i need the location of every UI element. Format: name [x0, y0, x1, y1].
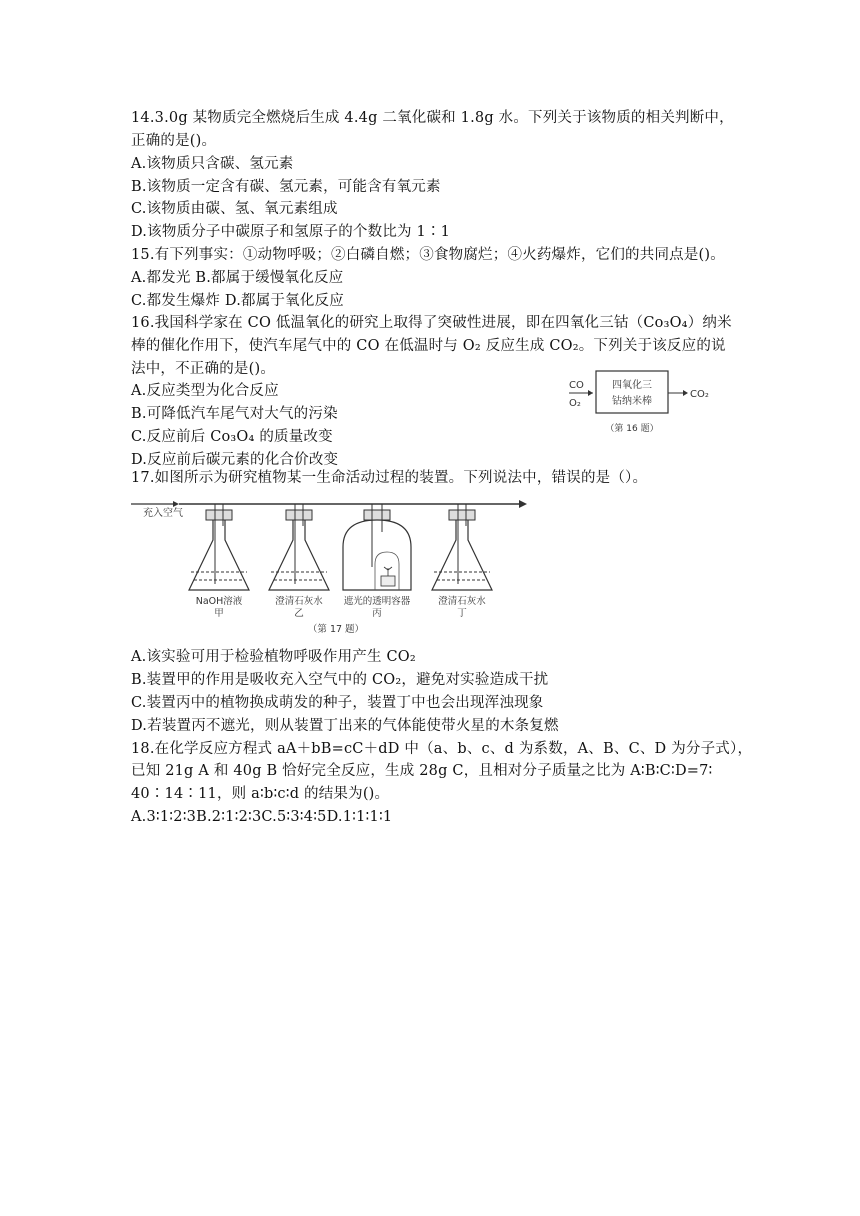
fig17-flask1-label: NaOH溶液: [195, 596, 243, 607]
q16-stem-line1: 16.我国科学家在 CO 低温氧化的研究上取得了突破性进展，即在四氧化三钴（Co₃O₄）纳米: [131, 315, 732, 331]
q18-stem-line2: 已知 21g A 和 40g B 恰好完全反应，生成 28g C，且相对分子质量之比为 A∶B∶C∶D=7∶: [131, 763, 713, 779]
fig17-bell-name: 丙: [372, 608, 382, 619]
q18-options: A.3∶1∶2∶3B.2∶1∶2∶3C.5∶3∶4∶5D.1∶1∶1∶1: [131, 809, 393, 825]
fig16-caption: （第 16 题）: [605, 424, 659, 434]
q16-option-a: A.反应类型为化合反应: [131, 383, 279, 399]
fig16-input-o2: O₂: [569, 398, 581, 409]
q15-options-ab: A.都发光 B.都属于缓慢氧化反应: [131, 270, 344, 286]
fig17-flask4-label: 澄清石灰水: [438, 596, 486, 607]
fig16-input-co: CO: [569, 380, 584, 391]
q17-option-c: C.装置丙中的植物换成萌发的种子，装置丁中也会出现浑浊现象: [131, 695, 544, 711]
q16-option-b: B.可降低汽车尾气对大气的污染: [131, 406, 338, 422]
q16-figure: [565, 368, 725, 436]
q15-options-cd: C.都发生爆炸 D.都属于氧化反应: [131, 293, 344, 309]
q17-option-d: D.若装置丙不遮光，则从装置丁出来的气体能使带火星的木条复燃: [131, 718, 559, 734]
q14-option-a: A.该物质只含碳、氢元素: [131, 156, 294, 172]
q17-option-b: B.装置甲的作用是吸收充入空气中的 CO₂，避免对实验造成干扰: [131, 672, 549, 688]
q18-stem-line3: 40∶14∶11，则 a∶b∶c∶d 的结果为()。: [131, 786, 390, 802]
q16-stem-line3: 法中，不正确的是()。: [131, 361, 276, 377]
q14-option-c: C.该物质由碳、氢、氧元素组成: [131, 201, 338, 217]
fig17-flask-jia: [189, 504, 249, 590]
q17-option-a: A.该实验可用于检验植物呼吸作用产生 CO₂: [131, 649, 416, 665]
fig17-caption: （第 17 题）: [307, 624, 365, 635]
fig17-air-label: 充入空气: [143, 508, 183, 519]
fig17-flask1-name: 甲: [214, 608, 224, 619]
q14-stem-line1: 14.3.0g 某物质完全燃烧后生成 4.4g 二氧化碳和 1.8g 水。下列关于该物质的相关判断中，: [131, 110, 734, 126]
q15-stem: 15.有下列事实：①动物呼吸；②白磷自燃；③食物腐烂；④火药爆炸，它们的共同点是()。: [131, 247, 725, 263]
q16-option-c: C.反应前后 Co₃O₄ 的质量改变: [131, 429, 333, 445]
q14-option-b: B.该物质一定含有碳、氢元素，可能含有氧元素: [131, 179, 441, 195]
fig17-flask-yi: [269, 504, 329, 590]
q16-stem-line2: 棒的催化作用下，使汽车尾气中的 CO 在低温时与 O₂ 反应生成 CO₂。下列关于该反应的说: [131, 338, 726, 354]
q17-figure: [131, 492, 541, 642]
fig17-inlet-arrowhead: [173, 501, 179, 507]
q14-option-d: D.该物质分子中碳原子和氢原子的个数比为 1∶1: [131, 224, 451, 240]
fig17-bell-label: 遮光的透明容器: [343, 596, 411, 607]
q14-stem-line2: 正确的是()。: [131, 133, 217, 149]
fig16-input-arrowhead: [588, 390, 593, 396]
fig17-flask2-name: 乙: [294, 608, 304, 619]
fig17-flask-ding: [432, 504, 492, 590]
fig17-flask2-label: 澄清石灰水: [275, 596, 323, 607]
fig16-output-arrowhead: [683, 390, 688, 396]
q16-option-d: D.反应前后碳元素的化合价改变: [131, 452, 339, 468]
fig16-output-co2: CO₂: [690, 389, 709, 400]
fig17-bell-jar-bing: [343, 504, 411, 590]
fig16-box-line1: 四氧化三: [612, 380, 652, 391]
fig17-flask4-name: 丁: [457, 608, 467, 619]
fig16-box-line2: 钴纳米棒: [612, 396, 652, 407]
q18-stem-line1: 18.在化学反应方程式 aA＋bB=cC＋dD 中（a、b、c、d 为系数，A、B、C、D 为分子式），: [131, 741, 753, 757]
q17-stem: 17.如图所示为研究植物某一生命活动过程的装置。下列说法中，错误的是（）。: [131, 470, 648, 486]
